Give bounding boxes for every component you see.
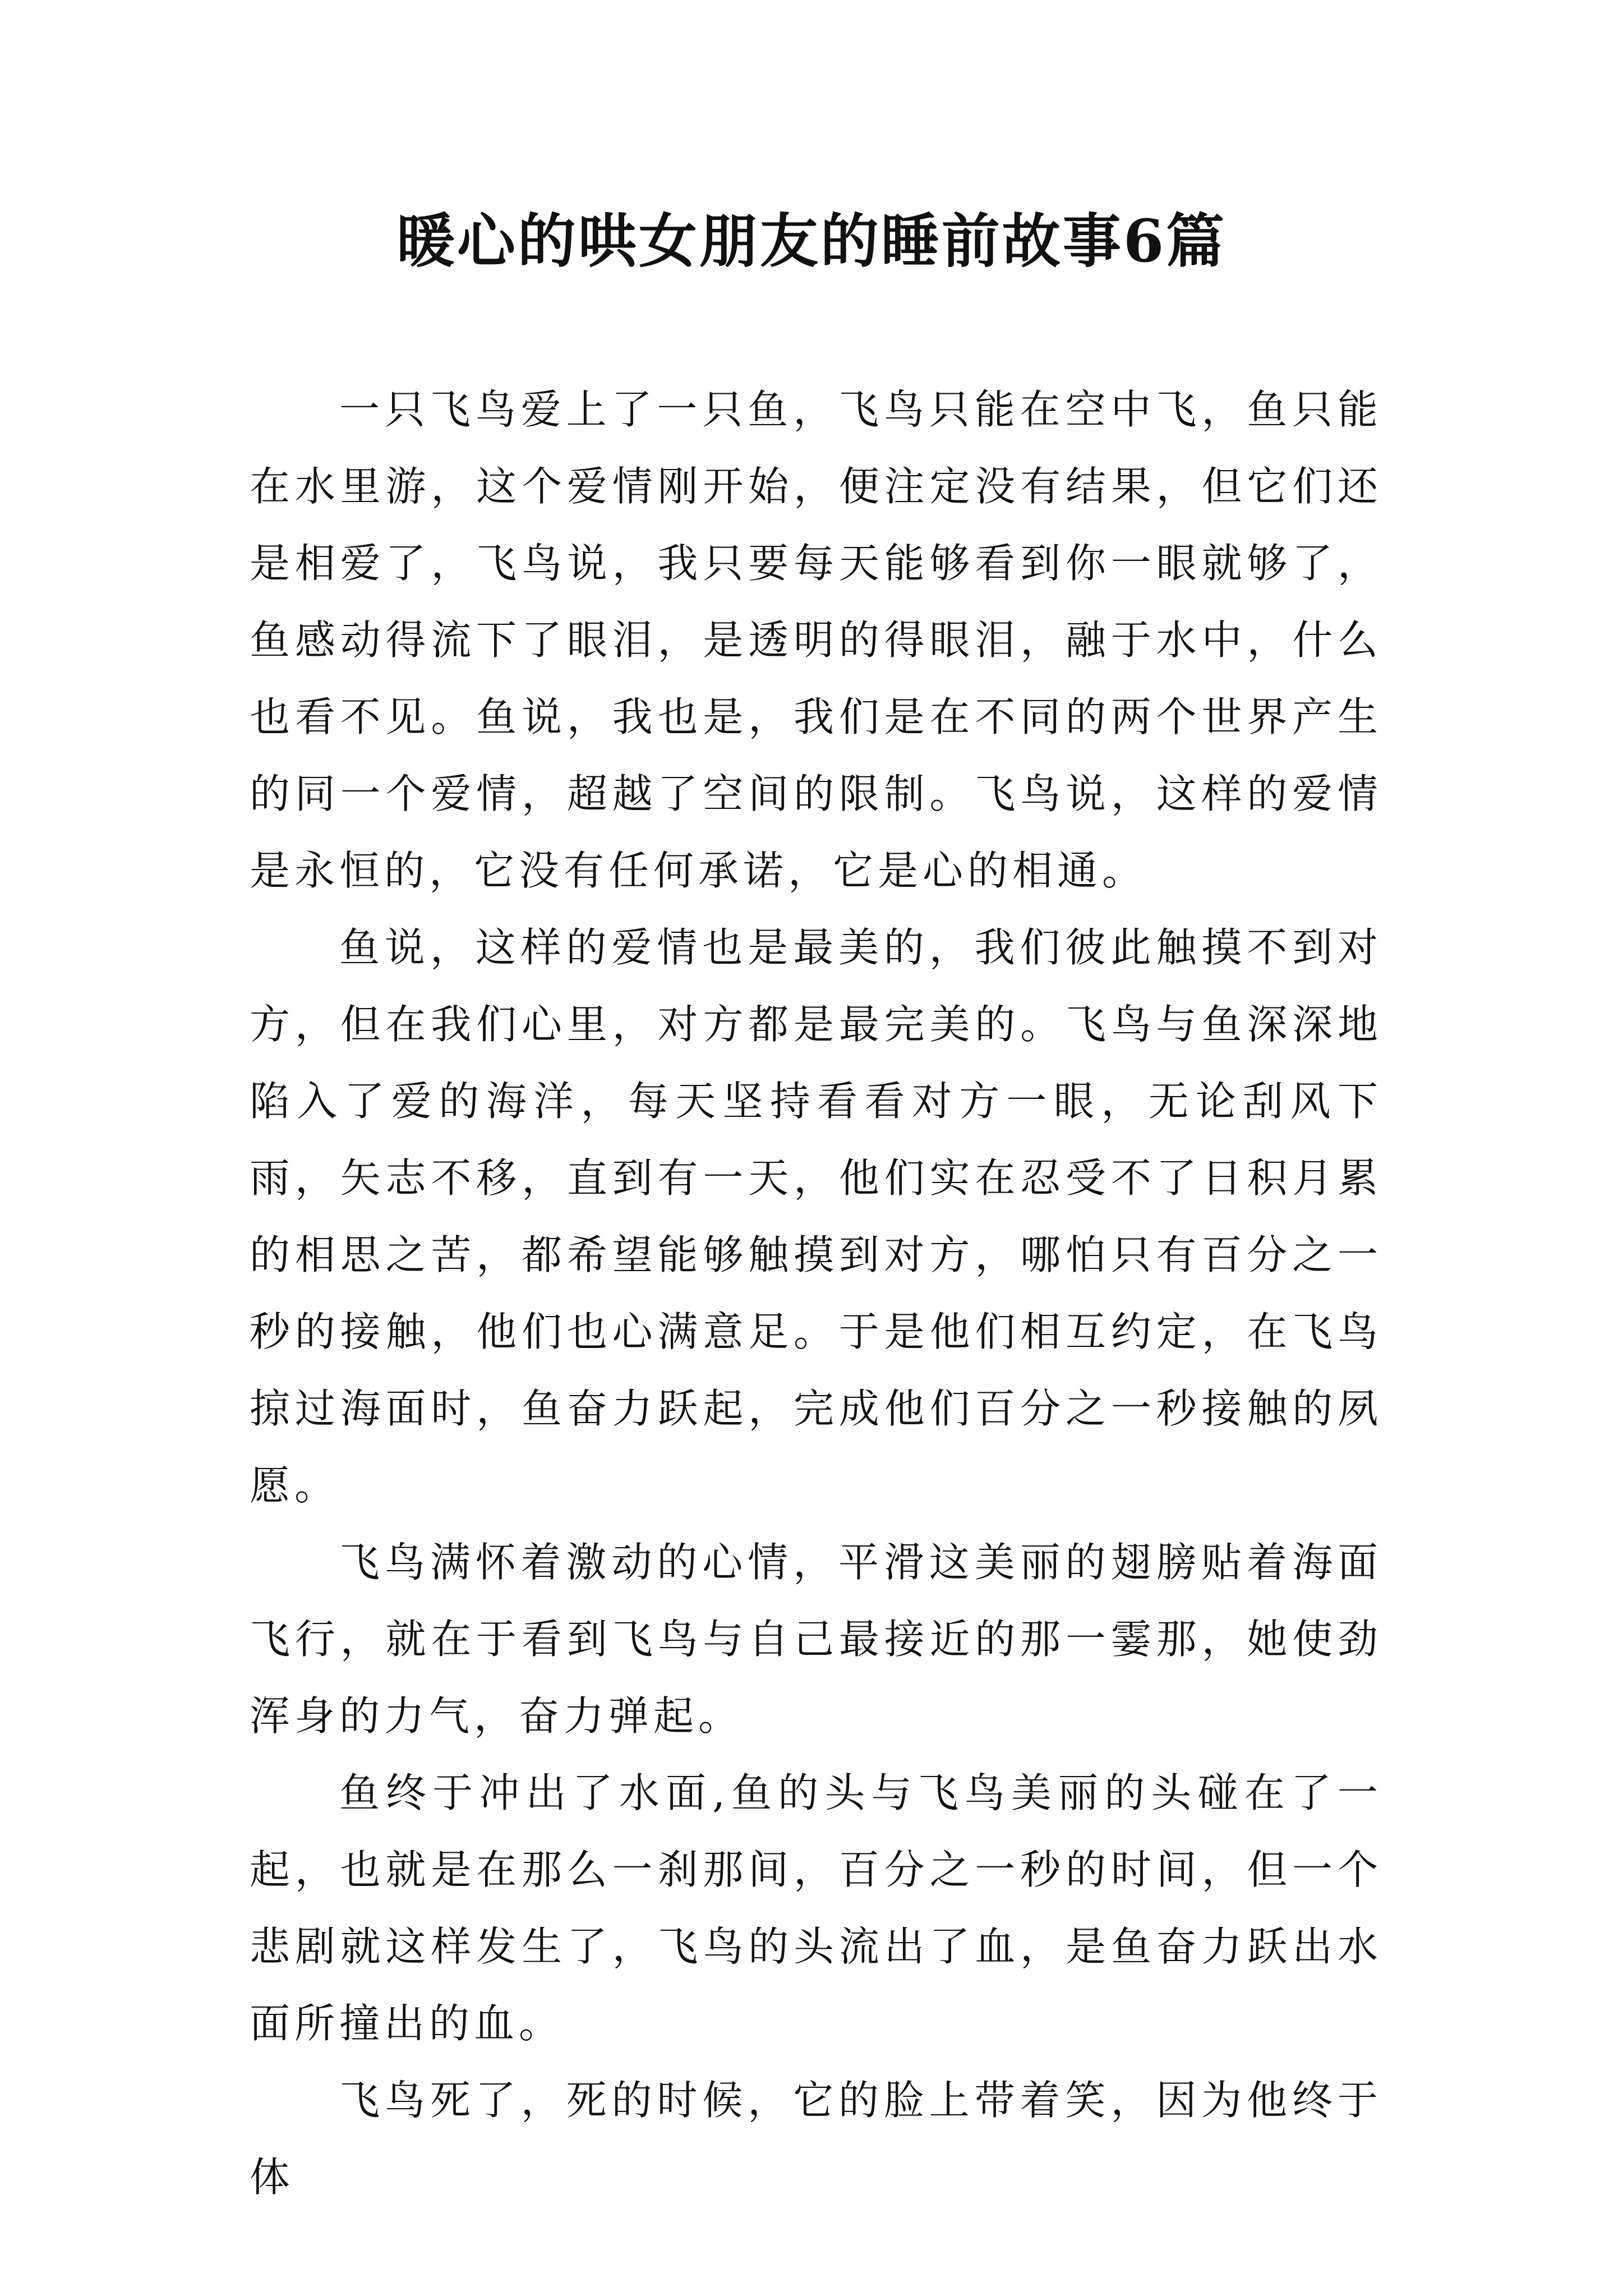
document-title: 暖心的哄女朋友的睡前故事6篇 [396,206,1227,275]
paragraph-5: 飞鸟死了，死的时候，它的脸上带着笑，因为他终于体 [250,2077,1382,2201]
paragraph-4: 鱼终于冲出了水面,鱼的头与飞鸟美丽的头碰在了一起，也就是在那么一刹那间，百分之一秒的时间，但一个悲剧就这样发生了，飞鸟的头流出了血，是鱼奋力跃出水面所撞出的血。 [250,1769,1382,2047]
paragraph-3: 飞鸟满怀着激动的心情，平滑这美丽的翅膀贴着海面飞行，就在于看到飞鸟与自己最接近的那一霎那，她使劲浑身的力气，奋力弹起。 [250,1539,1382,1740]
paragraph-1: 一只飞鸟爱上了一只鱼，飞鸟只能在空中飞，鱼只能在水里游，这个爱情刚开始，便注定没有结果，但它们还是相爱了，飞鸟说，我只要每天能够看到你一眼就够了，鱼感动得流下了眼泪，是透明的得眼泪，融于水中，什么也看不见。鱼说，我也是，我们是在不同的两个世界产生的同一个爱情，超越了空间的限制。飞鸟说，这样的爱情是永恒的，它没有任何承诺，它是心的相通。 [250,386,1382,894]
paragraph-2: 鱼说，这样的爱情也是最美的，我们彼此触摸不到对方，但在我们心里，对方都是最完美的。飞鸟与鱼深深地陷入了爱的海洋，每天坚持看看对方一眼，无论刮风下雨，矢志不移，直到有一天，他们实在忍受不了日积月累的相思之苦，都希望能够触摸到对方，哪怕只有百分之一秒的接触，他们也心满意足。于是他们相互约定，在飞鸟掠过海面时，鱼奋力跃起，完成他们百分之一秒接触的夙愿。 [250,924,1382,1509]
document-body [250,371,1382,2216]
